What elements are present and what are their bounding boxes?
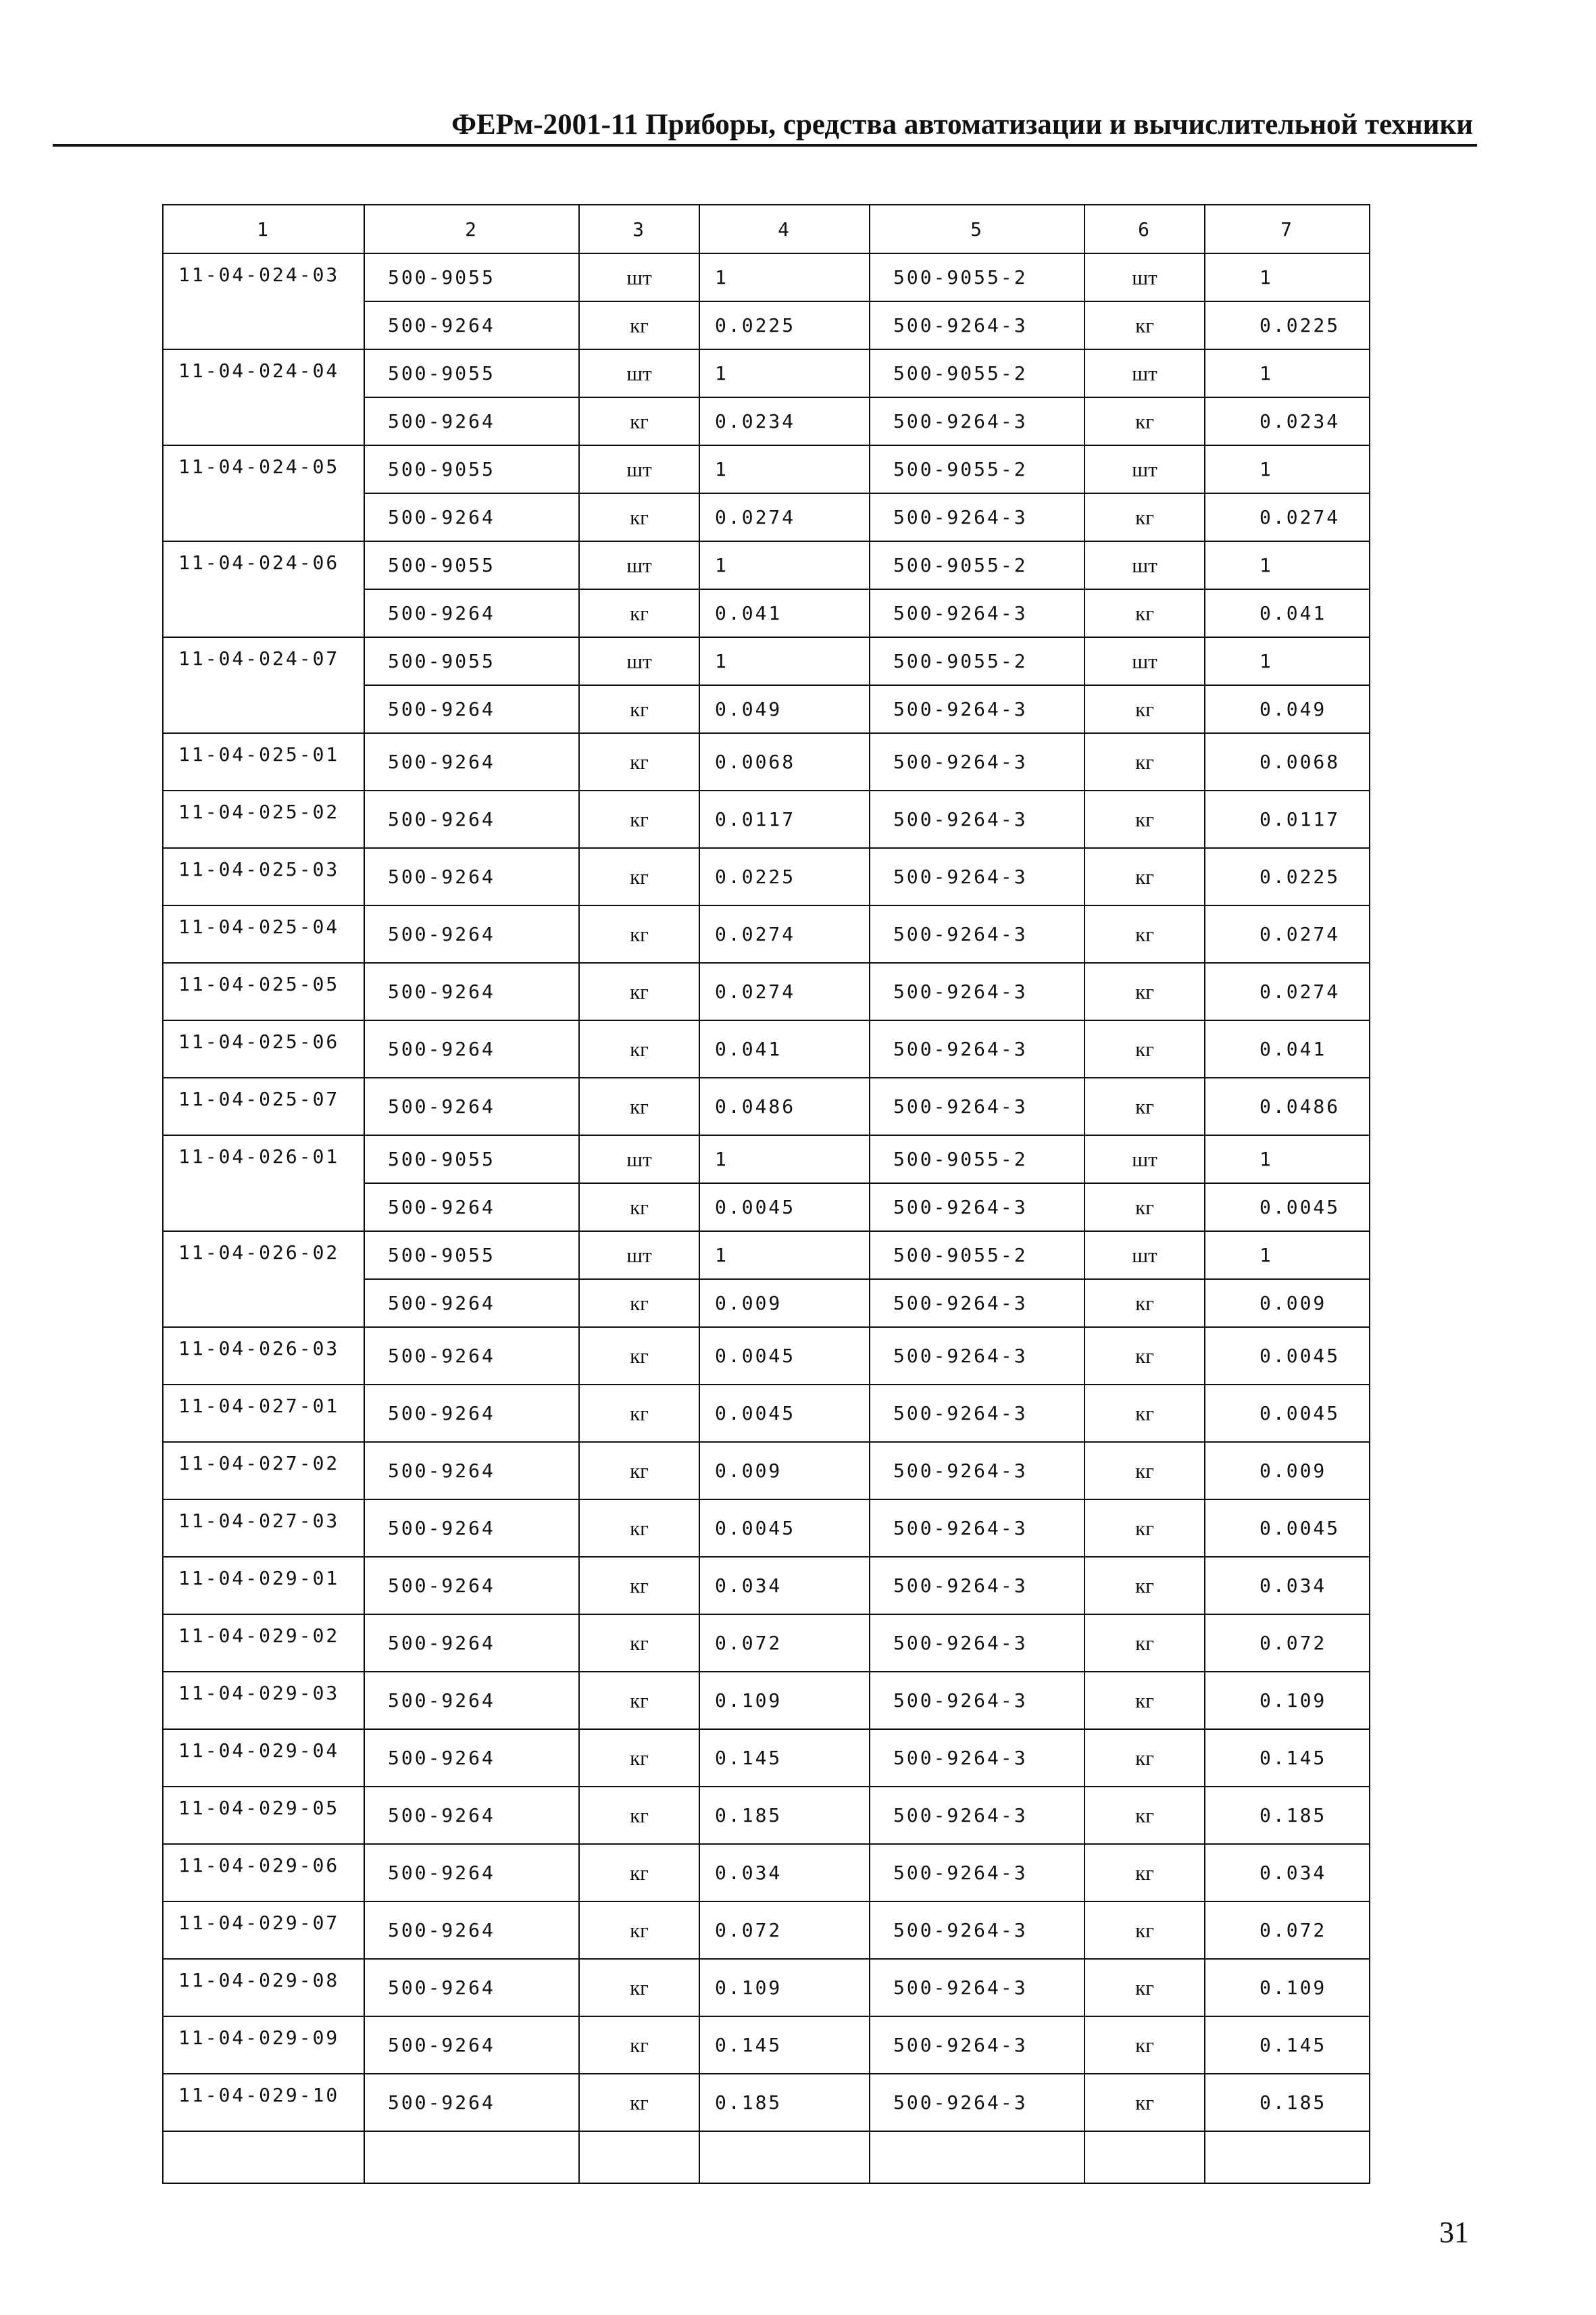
quantity-cell: 1 [699, 637, 870, 685]
empty-cell [364, 2131, 579, 2183]
replacement-code-cell: 500-9264-3 [870, 791, 1084, 848]
empty-cell [579, 2131, 699, 2183]
empty-cell [870, 2131, 1084, 2183]
replacement-quantity-cell: 1 [1205, 445, 1370, 493]
replacement-code-cell: 500-9264-3 [870, 905, 1084, 963]
unit-cell: кг [579, 2016, 699, 2074]
unit-cell: кг [579, 2074, 699, 2131]
norm-code-cell: 11-04-026-02 [163, 1231, 364, 1327]
quantity-cell: 0.041 [699, 589, 870, 637]
replacement-unit-cell: шт [1084, 1135, 1205, 1183]
replacement-code-cell: 500-9264-3 [870, 733, 1084, 791]
resource-code-cell: 500-9264 [364, 963, 579, 1020]
unit-cell: кг [579, 963, 699, 1020]
table-row [163, 848, 1370, 905]
replacement-quantity-cell: 0.009 [1205, 1279, 1370, 1327]
quantity-cell: 0.0045 [699, 1183, 870, 1231]
unit-cell: кг [579, 1901, 699, 1959]
resource-code-cell: 500-9264 [364, 1327, 579, 1385]
replacement-code-cell: 500-9264-3 [870, 493, 1084, 541]
resource-code-cell: 500-9055 [364, 541, 579, 589]
replacement-unit-cell: кг [1084, 2016, 1205, 2074]
table-row [163, 541, 1370, 589]
unit-cell: кг [579, 905, 699, 963]
norm-code-cell: 11-04-027-01 [163, 1385, 364, 1442]
resource-code-cell: 500-9264 [364, 1499, 579, 1557]
replacement-unit-cell: кг [1084, 848, 1205, 905]
table-row [163, 637, 1370, 685]
unit-cell: шт [579, 541, 699, 589]
quantity-cell: 0.009 [699, 1442, 870, 1499]
table-row [163, 1442, 1370, 1499]
table-body [163, 253, 1370, 2183]
replacement-quantity-cell: 1 [1205, 637, 1370, 685]
replacement-unit-cell: кг [1084, 1729, 1205, 1787]
norm-code-cell: 11-04-025-06 [163, 1020, 364, 1078]
table-row [163, 1327, 1370, 1385]
quantity-cell: 0.145 [699, 2016, 870, 2074]
table-row [163, 1499, 1370, 1557]
replacement-code-cell: 500-9264-3 [870, 1385, 1084, 1442]
replacement-quantity-cell: 0.185 [1205, 1787, 1370, 1844]
resource-code-cell: 500-9264 [364, 848, 579, 905]
replacement-code-cell: 500-9264-3 [870, 2074, 1084, 2131]
norm-code-cell: 11-04-026-01 [163, 1135, 364, 1231]
norm-code-cell: 11-04-027-02 [163, 1442, 364, 1499]
replacement-unit-cell: кг [1084, 1279, 1205, 1327]
unit-cell: кг [579, 1078, 699, 1135]
replacement-quantity-cell: 0.072 [1205, 1614, 1370, 1672]
quantity-cell: 0.109 [699, 1672, 870, 1729]
unit-cell: кг [579, 791, 699, 848]
replacement-code-cell: 500-9264-3 [870, 1672, 1084, 1729]
resource-code-cell: 500-9264 [364, 1078, 579, 1135]
replacement-quantity-cell: 0.0068 [1205, 733, 1370, 791]
replacement-quantity-cell: 1 [1205, 1135, 1370, 1183]
resource-code-cell: 500-9055 [364, 349, 579, 397]
quantity-cell: 0.049 [699, 685, 870, 733]
norm-code-cell: 11-04-029-01 [163, 1557, 364, 1614]
unit-cell: кг [579, 1614, 699, 1672]
replacement-quantity-cell: 0.072 [1205, 1901, 1370, 1959]
quantity-cell: 0.0274 [699, 963, 870, 1020]
empty-cell [163, 2131, 364, 2183]
table-row [163, 1729, 1370, 1787]
resource-code-cell: 500-9264 [364, 1672, 579, 1729]
norm-code-cell: 11-04-029-05 [163, 1787, 364, 1844]
unit-cell: кг [579, 1844, 699, 1901]
replacement-code-cell: 500-9264-3 [870, 1614, 1084, 1672]
replacement-quantity-cell: 0.0045 [1205, 1385, 1370, 1442]
table-row [163, 1020, 1370, 1078]
replacement-code-cell: 500-9264-3 [870, 1327, 1084, 1385]
replacement-quantity-cell: 0.0225 [1205, 301, 1370, 349]
table-row [163, 1231, 1370, 1279]
replacement-quantity-cell: 0.049 [1205, 685, 1370, 733]
table-row [163, 1135, 1370, 1183]
norm-code-cell: 11-04-029-02 [163, 1614, 364, 1672]
replacement-quantity-cell: 0.0274 [1205, 905, 1370, 963]
replacement-quantity-cell: 0.0274 [1205, 493, 1370, 541]
replacement-code-cell: 500-9264-3 [870, 1279, 1084, 1327]
quantity-cell: 0.0225 [699, 301, 870, 349]
resource-code-cell: 500-9264 [364, 905, 579, 963]
replacement-unit-cell: кг [1084, 905, 1205, 963]
resource-code-cell: 500-9264 [364, 493, 579, 541]
unit-cell: кг [579, 1385, 699, 1442]
replacement-code-cell: 500-9264-3 [870, 685, 1084, 733]
norm-code-cell: 11-04-025-07 [163, 1078, 364, 1135]
table-header [163, 205, 1370, 253]
replacement-code-cell: 500-9264-3 [870, 963, 1084, 1020]
unit-cell: кг [579, 1442, 699, 1499]
table-row [163, 733, 1370, 791]
resource-code-cell: 500-9264 [364, 589, 579, 637]
norm-code-cell: 11-04-024-06 [163, 541, 364, 637]
norm-code-cell: 11-04-024-03 [163, 253, 364, 349]
unit-cell: кг [579, 1959, 699, 2016]
resource-code-cell: 500-9264 [364, 1020, 579, 1078]
table-row [163, 1959, 1370, 2016]
table-row [163, 1614, 1370, 1672]
replacement-code-cell: 500-9055-2 [870, 349, 1084, 397]
quantity-cell: 0.009 [699, 1279, 870, 1327]
resource-code-cell: 500-9055 [364, 637, 579, 685]
quantity-cell: 0.072 [699, 1901, 870, 1959]
resource-code-cell: 500-9264 [364, 2016, 579, 2074]
replacement-code-cell: 500-9264-3 [870, 397, 1084, 445]
quantity-cell: 0.109 [699, 1959, 870, 2016]
quantity-cell: 1 [699, 1231, 870, 1279]
table-row [163, 1901, 1370, 1959]
replacement-unit-cell: кг [1084, 1183, 1205, 1231]
replacement-code-cell: 500-9055-2 [870, 637, 1084, 685]
replacement-unit-cell: шт [1084, 637, 1205, 685]
replacement-unit-cell: шт [1084, 541, 1205, 589]
resource-code-cell: 500-9055 [364, 445, 579, 493]
replacement-quantity-cell: 1 [1205, 253, 1370, 301]
unit-cell: кг [579, 685, 699, 733]
unit-cell: кг [579, 1020, 699, 1078]
table-row [163, 791, 1370, 848]
replacement-quantity-cell: 0.041 [1205, 1020, 1370, 1078]
norm-code-cell: 11-04-027-03 [163, 1499, 364, 1557]
table-row [163, 905, 1370, 963]
replacement-quantity-cell: 0.0117 [1205, 791, 1370, 848]
quantity-cell: 1 [699, 1135, 870, 1183]
resource-code-cell: 500-9264 [364, 301, 579, 349]
empty-cell [1205, 2131, 1370, 2183]
unit-cell: шт [579, 1231, 699, 1279]
replacement-unit-cell: шт [1084, 349, 1205, 397]
norm-code-cell: 11-04-025-03 [163, 848, 364, 905]
replacement-code-cell: 500-9055-2 [870, 445, 1084, 493]
quantity-cell: 0.185 [699, 2074, 870, 2131]
replacement-unit-cell: кг [1084, 1499, 1205, 1557]
replacement-quantity-cell: 0.0234 [1205, 397, 1370, 445]
unit-cell: кг [579, 493, 699, 541]
column-header-3: 3 [579, 205, 699, 253]
column-header-6: 6 [1084, 205, 1205, 253]
replacement-quantity-cell: 0.109 [1205, 1672, 1370, 1729]
norm-code-cell: 11-04-025-04 [163, 905, 364, 963]
norm-code-cell: 11-04-029-07 [163, 1901, 364, 1959]
table-row [163, 2016, 1370, 2074]
quantity-cell: 0.0045 [699, 1385, 870, 1442]
unit-cell: кг [579, 301, 699, 349]
replacement-code-cell: 500-9264-3 [870, 1901, 1084, 1959]
unit-cell: кг [579, 589, 699, 637]
norm-code-cell: 11-04-029-08 [163, 1959, 364, 2016]
resource-code-cell: 500-9264 [364, 1844, 579, 1901]
unit-cell: шт [579, 1135, 699, 1183]
table-row [163, 445, 1370, 493]
empty-cell [699, 2131, 870, 2183]
replacement-quantity-cell: 0.0274 [1205, 963, 1370, 1020]
resource-code-cell: 500-9264 [364, 2074, 579, 2131]
quantity-cell: 0.0486 [699, 1078, 870, 1135]
quantity-cell: 1 [699, 349, 870, 397]
replacement-code-cell: 500-9264-3 [870, 1959, 1084, 2016]
replacement-quantity-cell: 0.0486 [1205, 1078, 1370, 1135]
unit-cell: кг [579, 1557, 699, 1614]
replacement-code-cell: 500-9055-2 [870, 253, 1084, 301]
resource-code-cell: 500-9264 [364, 1183, 579, 1231]
norm-code-cell: 11-04-025-05 [163, 963, 364, 1020]
resource-code-cell: 500-9264 [364, 733, 579, 791]
unit-cell: кг [579, 397, 699, 445]
quantity-cell: 1 [699, 445, 870, 493]
unit-cell: кг [579, 1729, 699, 1787]
column-header-4: 4 [699, 205, 870, 253]
replacement-unit-cell: кг [1084, 2074, 1205, 2131]
quantity-cell: 1 [699, 253, 870, 301]
replacement-unit-cell: кг [1084, 1901, 1205, 1959]
table-row [163, 1557, 1370, 1614]
replacement-quantity-cell: 0.009 [1205, 1442, 1370, 1499]
replacement-quantity-cell: 0.0045 [1205, 1183, 1370, 1231]
replacement-code-cell: 500-9264-3 [870, 1557, 1084, 1614]
resource-code-cell: 500-9055 [364, 1231, 579, 1279]
quantity-cell: 0.041 [699, 1020, 870, 1078]
table-row [163, 963, 1370, 1020]
replacement-quantity-cell: 0.041 [1205, 589, 1370, 637]
unit-cell: кг [579, 1787, 699, 1844]
replacement-unit-cell: кг [1084, 1327, 1205, 1385]
resource-code-cell: 500-9264 [364, 1901, 579, 1959]
quantity-cell: 0.0225 [699, 848, 870, 905]
replacement-quantity-cell: 0.145 [1205, 1729, 1370, 1787]
replacement-quantity-cell: 1 [1205, 1231, 1370, 1279]
unit-cell: шт [579, 637, 699, 685]
quantity-cell: 0.0045 [699, 1327, 870, 1385]
replacement-unit-cell: кг [1084, 963, 1205, 1020]
replacement-code-cell: 500-9264-3 [870, 1499, 1084, 1557]
quantity-cell: 1 [699, 541, 870, 589]
resource-code-cell: 500-9264 [364, 1614, 579, 1672]
resource-code-cell: 500-9264 [364, 1729, 579, 1787]
replacement-code-cell: 500-9264-3 [870, 848, 1084, 905]
resource-code-cell: 500-9264 [364, 1557, 579, 1614]
resource-code-cell: 500-9055 [364, 1135, 579, 1183]
norm-code-cell: 11-04-025-01 [163, 733, 364, 791]
table-row [163, 1385, 1370, 1442]
replacement-unit-cell: кг [1084, 1557, 1205, 1614]
replacement-unit-cell: шт [1084, 253, 1205, 301]
replacement-quantity-cell: 0.034 [1205, 1557, 1370, 1614]
norm-code-cell: 11-04-029-09 [163, 2016, 364, 2074]
unit-cell: кг [579, 1183, 699, 1231]
unit-cell: кг [579, 1279, 699, 1327]
replacement-code-cell: 500-9264-3 [870, 1787, 1084, 1844]
replacement-code-cell: 500-9264-3 [870, 301, 1084, 349]
quantity-cell: 0.0068 [699, 733, 870, 791]
empty-cell [1084, 2131, 1205, 2183]
norm-code-cell: 11-04-026-03 [163, 1327, 364, 1385]
table-row [163, 349, 1370, 397]
unit-cell: шт [579, 349, 699, 397]
replacement-quantity-cell: 1 [1205, 349, 1370, 397]
quantity-cell: 0.072 [699, 1614, 870, 1672]
replacement-unit-cell: кг [1084, 1078, 1205, 1135]
resource-table [162, 204, 1370, 2184]
replacement-unit-cell: кг [1084, 1844, 1205, 1901]
column-header-7: 7 [1205, 205, 1370, 253]
replacement-code-cell: 500-9055-2 [870, 1231, 1084, 1279]
table-row [163, 1078, 1370, 1135]
resource-code-cell: 500-9264 [364, 1279, 579, 1327]
column-header-2: 2 [364, 205, 579, 253]
replacement-code-cell: 500-9264-3 [870, 1078, 1084, 1135]
quantity-cell: 0.034 [699, 1844, 870, 1901]
table-row [163, 1787, 1370, 1844]
resource-code-cell: 500-9264 [364, 791, 579, 848]
quantity-cell: 0.034 [699, 1557, 870, 1614]
replacement-quantity-cell: 0.034 [1205, 1844, 1370, 1901]
replacement-unit-cell: кг [1084, 1020, 1205, 1078]
page-header-title: ФЕРм-2001-11 Приборы, средства автоматизации и вычислительной техники [451, 109, 1473, 141]
replacement-unit-cell: кг [1084, 1442, 1205, 1499]
replacement-unit-cell: кг [1084, 301, 1205, 349]
column-header-1: 1 [163, 205, 364, 253]
norm-code-cell: 11-04-029-03 [163, 1672, 364, 1729]
replacement-quantity-cell: 1 [1205, 541, 1370, 589]
table-row [163, 1844, 1370, 1901]
quantity-cell: 0.0045 [699, 1499, 870, 1557]
replacement-unit-cell: кг [1084, 791, 1205, 848]
replacement-quantity-cell: 0.109 [1205, 1959, 1370, 2016]
quantity-cell: 0.145 [699, 1729, 870, 1787]
replacement-unit-cell: кг [1084, 493, 1205, 541]
replacement-unit-cell: кг [1084, 733, 1205, 791]
replacement-code-cell: 500-9264-3 [870, 589, 1084, 637]
quantity-cell: 0.0117 [699, 791, 870, 848]
quantity-cell: 0.0234 [699, 397, 870, 445]
replacement-code-cell: 500-9055-2 [870, 541, 1084, 589]
norm-code-cell: 11-04-024-07 [163, 637, 364, 733]
replacement-quantity-cell: 0.0045 [1205, 1327, 1370, 1385]
norm-code-cell: 11-04-029-10 [163, 2074, 364, 2131]
replacement-unit-cell: кг [1084, 1787, 1205, 1844]
page-number: 31 [1439, 2216, 1469, 2249]
resource-code-cell: 500-9055 [364, 253, 579, 301]
replacement-quantity-cell: 0.145 [1205, 2016, 1370, 2074]
column-header-5: 5 [870, 205, 1084, 253]
replacement-unit-cell: кг [1084, 1959, 1205, 2016]
replacement-quantity-cell: 0.0225 [1205, 848, 1370, 905]
resource-code-cell: 500-9264 [364, 1442, 579, 1499]
resource-code-cell: 500-9264 [364, 397, 579, 445]
norm-code-cell: 11-04-025-02 [163, 791, 364, 848]
replacement-code-cell: 500-9264-3 [870, 1442, 1084, 1499]
quantity-cell: 0.185 [699, 1787, 870, 1844]
norm-code-cell: 11-04-024-04 [163, 349, 364, 445]
replacement-code-cell: 500-9055-2 [870, 1135, 1084, 1183]
norm-code-cell: 11-04-029-04 [163, 1729, 364, 1787]
table-filler-row [163, 2131, 1370, 2183]
replacement-code-cell: 500-9264-3 [870, 1844, 1084, 1901]
unit-cell: шт [579, 253, 699, 301]
replacement-unit-cell: шт [1084, 445, 1205, 493]
replacement-unit-cell: кг [1084, 1614, 1205, 1672]
replacement-code-cell: 500-9264-3 [870, 1729, 1084, 1787]
unit-cell: кг [579, 733, 699, 791]
table-row [163, 253, 1370, 301]
replacement-unit-cell: шт [1084, 1231, 1205, 1279]
replacement-unit-cell: кг [1084, 397, 1205, 445]
replacement-unit-cell: кг [1084, 1385, 1205, 1442]
resource-code-cell: 500-9264 [364, 1959, 579, 2016]
replacement-quantity-cell: 0.185 [1205, 2074, 1370, 2131]
replacement-unit-cell: кг [1084, 589, 1205, 637]
replacement-unit-cell: кг [1084, 685, 1205, 733]
unit-cell: шт [579, 445, 699, 493]
replacement-code-cell: 500-9264-3 [870, 1183, 1084, 1231]
resource-code-cell: 500-9264 [364, 1385, 579, 1442]
header-divider [53, 144, 1477, 147]
replacement-quantity-cell: 0.0045 [1205, 1499, 1370, 1557]
unit-cell: кг [579, 1327, 699, 1385]
resource-code-cell: 500-9264 [364, 685, 579, 733]
table-row [163, 1672, 1370, 1729]
header-row [163, 205, 1370, 253]
unit-cell: кг [579, 1499, 699, 1557]
replacement-unit-cell: кг [1084, 1672, 1205, 1729]
replacement-code-cell: 500-9264-3 [870, 2016, 1084, 2074]
quantity-cell: 0.0274 [699, 905, 870, 963]
table-row [163, 2074, 1370, 2131]
replacement-code-cell: 500-9264-3 [870, 1020, 1084, 1078]
norm-code-cell: 11-04-029-06 [163, 1844, 364, 1901]
resource-code-cell: 500-9264 [364, 1787, 579, 1844]
unit-cell: кг [579, 1672, 699, 1729]
norm-code-cell: 11-04-024-05 [163, 445, 364, 541]
quantity-cell: 0.0274 [699, 493, 870, 541]
unit-cell: кг [579, 848, 699, 905]
